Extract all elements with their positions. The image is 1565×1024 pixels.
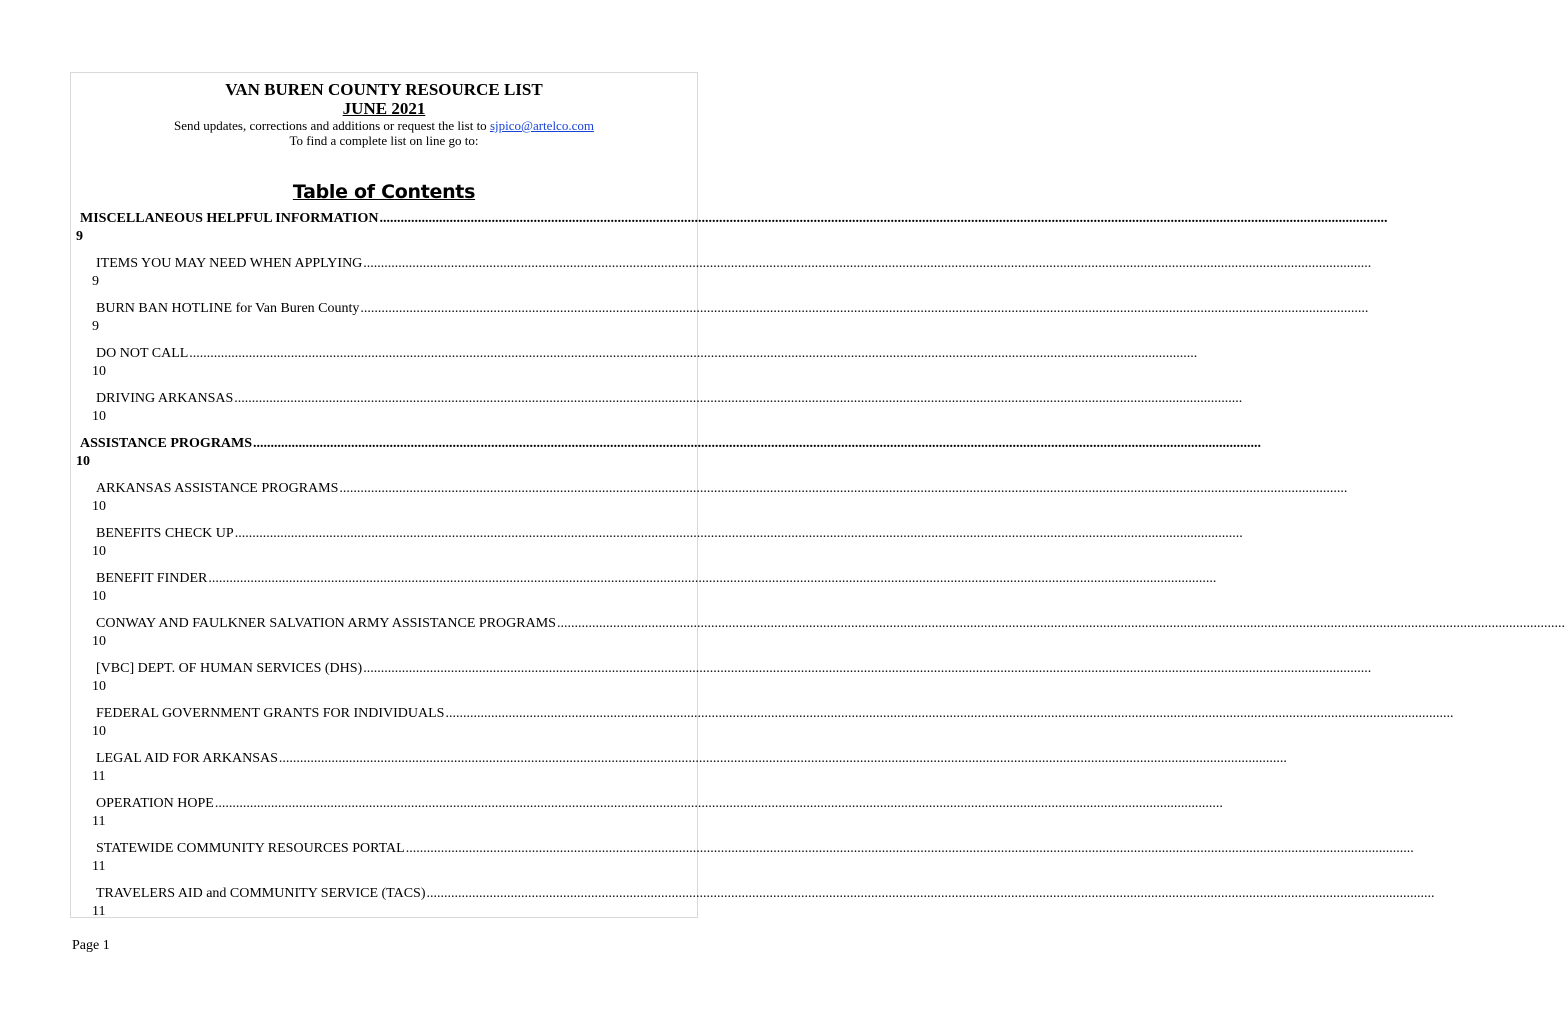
toc-dot-leader: ................................................................................................................................................................................................................................................................................................ (405, 841, 1414, 856)
toc-dot-leader: ................................................................................................................................................................................................................................................................................................ (360, 301, 1369, 316)
toc-entry-row (71, 840, 1414, 858)
toc-section-entry[interactable] (71, 210, 1388, 246)
toc-entry-row (71, 300, 1369, 318)
toc-dot-leader: ................................................................................................................................................................................................................................................................................................ (189, 346, 1198, 361)
toc-subsection-entry[interactable] (71, 885, 1435, 921)
toc-entry-page-number: 11 (92, 814, 106, 829)
toc-entry-row (71, 480, 1348, 498)
toc-entry-row (71, 885, 1435, 903)
toc-entry-row (71, 525, 1243, 543)
toc-dot-leader: ................................................................................................................................................................................................................................................................................................ (234, 526, 1243, 541)
toc-subsection-entry[interactable] (71, 390, 1243, 426)
toc-entry-row (71, 345, 1198, 363)
toc-entry-label: DRIVING ARKANSAS (96, 391, 234, 406)
toc-entry-label: ITEMS YOU MAY NEED WHEN APPLYING (96, 256, 363, 271)
toc-entry-label: LEGAL AID FOR ARKANSAS (96, 751, 278, 766)
toc-entry-page-number: 10 (92, 589, 106, 604)
toc-entry-page-number: 11 (92, 904, 106, 919)
toc-dot-leader: ................................................................................................................................................................................................................................................................................................ (253, 436, 1262, 451)
toc-entry-page-number: 10 (92, 499, 106, 514)
online-line: To find a complete list on line go to: (289, 133, 479, 148)
toc-entry-page-number: 10 (92, 634, 106, 649)
toc-dot-leader: ................................................................................................................................................................................................................................................................................................ (214, 796, 1223, 811)
toc-entry-row (71, 255, 1372, 273)
document-page (70, 72, 1565, 919)
toc-subsection-entry[interactable] (71, 660, 1372, 696)
toc-entry-page-number: 10 (92, 544, 106, 559)
toc-entry-row (71, 615, 1565, 633)
toc-dot-leader: ................................................................................................................................................................................................................................................................................................ (363, 661, 1372, 676)
toc-subsection-entry[interactable] (71, 840, 1414, 876)
updates-text: Send updates, corrections and additions or request the list to (174, 118, 490, 133)
toc-dot-leader: ................................................................................................................................................................................................................................................................................................ (379, 211, 1388, 226)
toc-entry-page-number: 10 (92, 364, 106, 379)
toc-entry-row (71, 390, 1243, 408)
updates-line (71, 118, 697, 133)
toc-dot-leader: ................................................................................................................................................................................................................................................................................................ (445, 706, 1454, 721)
toc-entry-label: MISCELLANEOUS HELPFUL INFORMATION (80, 211, 379, 226)
toc-entry-row (71, 435, 1262, 453)
document-header (71, 73, 697, 148)
toc-entry-label: FEDERAL GOVERNMENT GRANTS FOR INDIVIDUALS (96, 706, 445, 721)
toc-subsection-entry[interactable] (71, 750, 1287, 786)
toc-entry-label: [VBC] DEPT. OF HUMAN SERVICES (DHS) (96, 661, 363, 676)
toc-entry-page-number: 9 (92, 319, 99, 334)
toc-dot-leader: ................................................................................................................................................................................................................................................................................................ (556, 616, 1565, 631)
toc-entry-row (71, 795, 1223, 813)
document-title: VAN BUREN COUNTY RESOURCE LIST (225, 80, 543, 99)
toc-entry-page-number: 11 (92, 859, 106, 874)
toc-entry-label: BENEFIT FINDER (96, 571, 208, 586)
page-number-footer: Page 1 (72, 938, 110, 953)
toc-entry-page-number: 10 (92, 679, 106, 694)
toc-heading: Table of Contents (292, 181, 476, 203)
toc-subsection-entry[interactable] (71, 615, 1565, 651)
toc-dot-leader: ................................................................................................................................................................................................................................................................................................ (339, 481, 1348, 496)
toc-dot-leader: ................................................................................................................................................................................................................................................................................................ (278, 751, 1287, 766)
toc-entry-row (71, 705, 1454, 723)
toc-entry-page-number: 10 (92, 409, 106, 424)
toc-section-entry[interactable] (71, 435, 1262, 471)
toc-entry-label: BURN BAN HOTLINE for Van Buren County (96, 301, 360, 316)
toc-subsection-entry[interactable] (71, 345, 1198, 381)
toc-subsection-entry[interactable] (71, 300, 1369, 336)
toc-dot-leader: ................................................................................................................................................................................................................................................................................................ (208, 571, 1217, 586)
toc-entry-page-number: 10 (76, 454, 90, 469)
toc-subsection-entry[interactable] (71, 570, 1217, 606)
document-date: JUNE 2021 (342, 99, 426, 118)
toc-subsection-entry[interactable] (71, 705, 1454, 741)
toc-entry-page-number: 10 (92, 724, 106, 739)
toc-entry-row (71, 660, 1372, 678)
toc-subsection-entry[interactable] (71, 795, 1223, 831)
toc-dot-leader: ................................................................................................................................................................................................................................................................................................ (426, 886, 1435, 901)
toc-dot-leader: ................................................................................................................................................................................................................................................................................................ (363, 256, 1372, 271)
toc-subsection-entry[interactable] (71, 480, 1348, 516)
toc-entry-label: ASSISTANCE PROGRAMS (80, 436, 253, 451)
toc-entry-page-number: 9 (92, 274, 99, 289)
toc-entry-label: OPERATION HOPE (96, 796, 214, 811)
toc-entry-row (71, 750, 1287, 768)
toc-dot-leader: ................................................................................................................................................................................................................................................................................................ (234, 391, 1243, 406)
toc-entry-label: CONWAY AND FAULKNER SALVATION ARMY ASSISTANCE PROGRAMS (96, 616, 556, 631)
toc-entry-label: BENEFITS CHECK UP (96, 526, 234, 541)
toc-entry-page-number: 9 (76, 229, 83, 244)
toc-entry-label: ARKANSAS ASSISTANCE PROGRAMS (96, 481, 339, 496)
toc-subsection-entry[interactable] (71, 255, 1372, 291)
toc-entry-label: DO NOT CALL (96, 346, 189, 361)
toc-entry-page-number: 11 (92, 769, 106, 784)
toc-entry-label: TRAVELERS AID and COMMUNITY SERVICE (TACS) (96, 886, 426, 901)
toc-entry-label: STATEWIDE COMMUNITY RESOURCES PORTAL (96, 841, 405, 856)
toc-entry-row (71, 210, 1388, 228)
email-link[interactable]: sjpico@artelco.com (489, 118, 594, 133)
toc-subsection-entry[interactable] (71, 525, 1243, 561)
table-of-contents (71, 210, 1565, 921)
toc-entry-row (71, 570, 1217, 588)
